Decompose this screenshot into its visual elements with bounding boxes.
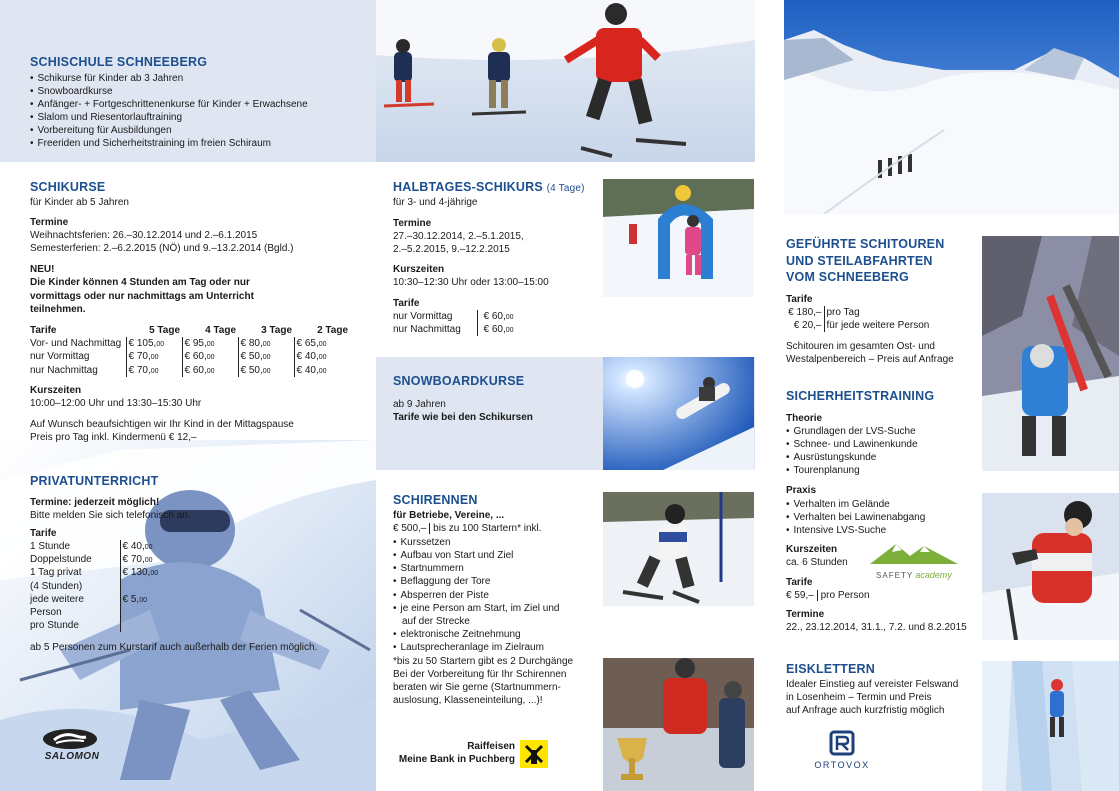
table-cell: nur Nachmittag [28,364,126,377]
cents: 00 [156,341,165,349]
price-value: € 59,– [786,589,814,601]
table-cell: jede weitere Person [28,593,120,619]
kid-racer-photo [603,492,754,606]
privat-termine: Termine: jederzeit möglich! [30,496,160,508]
list-item: • Schnee- und Lawinenkunde [786,438,986,451]
ski-climber-photo [982,236,1119,471]
list-item: • Verhalten bei Lawinenabgang [786,511,986,524]
schikurse-section [30,179,370,445]
table-cell: € 40, [296,364,319,376]
table-cell: nur Vormittag [28,350,126,363]
table-cell: € 95, [184,338,207,350]
table-row [784,306,931,319]
table-cell: € 70, [128,351,151,363]
table-row [28,350,350,363]
table-cell: € 70, [122,554,145,566]
table-header: 4 Tage [205,325,236,336]
schikurse-title: SCHIKURSE [30,180,106,194]
list-item: • Absperren der Piste [393,589,603,602]
table-cell: für jede weitere Person [826,319,930,331]
kids-arch-photo [603,179,754,297]
list-item: • Intensive LVS-Suche [786,524,986,537]
list-item: • Startnummern [393,562,603,575]
list-item: • Verhalten im Gelände [786,498,986,511]
table-cell: € 60, [483,310,506,322]
touren-title-3: VOM SCHNEEBERG [786,270,909,284]
ortovox-emblem-icon [829,730,855,756]
privat-call: Bitte melden Sie sich telefonisch an. [30,509,191,521]
climber-photo [982,493,1119,640]
cents: 00 [262,341,271,349]
list-item: • Anfänger- + Fortgeschrittenenkurse für Kinder + Erwachsene [30,98,370,111]
neu-label: NEU! [30,264,55,276]
table-cell: € 105, [128,338,157,350]
safety-academy-logo [866,538,962,584]
kurszeiten-value: 10:30–12:30 Uhr oder 13:00–15:00 [393,277,549,289]
trophy-photo [603,658,754,791]
privat-footer: ab 5 Personen zum Kurstarif auch außerhalb der Ferien möglich. [30,642,318,654]
theorie-list [786,425,986,478]
table-header: 3 Tage [261,325,292,336]
touren-title-2: UND STEILABFAHRTEN [786,253,933,268]
termine-line: 2.–5.2.2015, 9.–12.2.2015 [393,244,510,256]
school-features [30,72,370,151]
touren-title-1: GEFÜHRTE SCHITOUREN [786,237,945,251]
table-row [28,337,350,350]
touren-note-1: Schitouren im gesamten Ost- und [786,341,935,353]
lunch-price: Preis pro Tag inkl. Kindermenü € 12,– [30,432,197,444]
raiffeisen-emblem-icon [520,740,548,768]
safety-academy-wordmark [866,570,962,582]
cents: 00 [505,327,514,334]
cents: 00 [262,354,271,362]
table-cell: pro Tag [826,306,860,318]
kids-ski-lesson-photo [376,0,755,162]
table-cell: € 180,– [784,306,824,319]
cents: 00 [144,544,153,552]
termine-value: 22., 23.12.2014, 31.1., 7.2. und 8.2.2015 [786,622,967,634]
raiffeisen-wordmark: Raiffeisen [467,741,515,752]
termine-label: Termine [30,216,69,228]
list-item: • Vorbereitung für Ausbildungen [30,124,370,137]
snowboard-tarife: Tarife wie bei den Schikursen [393,411,533,423]
table-row [28,593,160,619]
cents: 00 [505,313,514,321]
raiffeisen-logo [393,740,553,766]
eis-text-2: in Losenheim – Termin und Preis [786,691,932,703]
list-item: • Beflaggung der Tore [393,575,603,588]
praxis-label: Praxis [786,485,817,497]
list-item: • Tourenplanung [786,464,986,477]
table-cell: € 50, [240,351,263,363]
salomon-logo [28,728,116,763]
table-cell: Doppelstunde [28,553,120,566]
privat-tarife-label: Tarife [30,527,57,539]
ortovox-logo [812,730,872,772]
halbtages-section [393,179,603,336]
touren-price-table [784,306,931,332]
table-cell: € 65, [296,338,319,350]
raiffeisen-slogan: Meine Bank in Puchberg [398,754,515,766]
list-item: • Ausrüstungskunde [786,451,986,464]
halbtages-subtitle: für 3- und 4-jährige [393,196,478,208]
table-cell: (4 Stunden) [28,580,120,593]
schirennen-section [393,492,603,707]
halbtages-title-suffix: (4 Tage) [546,183,585,194]
table-cell: € 60, [184,364,207,376]
snowboard-section [393,373,603,424]
kurszeiten-value: ca. 6 Stunden [786,557,848,569]
table-cell: € 60, [483,324,506,335]
tarife-label: Tarife [786,293,813,305]
halbtages-price-table [391,310,516,336]
halbtages-title [393,179,603,196]
cents: 00 [206,354,215,362]
salomon-wordmark: SALOMON [44,751,100,762]
list-item: • Kurssetzen [393,536,603,549]
school-title: SCHISCHULE SCHNEEBERG [30,55,208,69]
price-note: bis zu 100 Startern* inkl. [429,523,541,534]
theorie-label: Theorie [786,412,823,424]
kurszeiten-label: Kurszeiten [786,544,838,556]
table-row [28,580,160,593]
schikurse-subtitle: für Kinder ab 5 Jahren [30,196,129,208]
table-cell: nur Vormittag [391,310,477,323]
cents: 00 [139,596,147,604]
table-cell: € 50, [240,364,263,376]
cents: 00 [262,367,271,375]
cents: 00 [206,341,215,349]
mountain-logo-icon [866,538,962,568]
table-cell: Vor- und Nachmittag [28,337,126,350]
table-row [28,364,350,377]
sicherheit-title: SICHERHEITSTRAINING [786,389,935,403]
table-cell: pro Stunde [28,619,120,632]
list-item: • Freeriden und Sicherheitstraining im freien Schiraum [30,137,370,150]
list-item: • Snowboardkurse [30,85,370,98]
table-cell: € 40, [296,351,319,363]
eis-text-1: Idealer Einstieg auf vereister Felswand [786,678,959,690]
table-cell: € 5, [122,593,140,605]
cents: 00 [318,341,327,349]
list-item: • Lautsprecheranlage im Zielraum [393,641,603,654]
kurszeiten-label: Kurszeiten [393,264,445,276]
schirennen-list [393,536,603,655]
table-row [391,310,516,323]
schirennen-title: SCHIRENNEN [393,493,478,507]
price-label: pro Person [817,590,870,601]
cents: 00 [150,354,159,362]
table-cell: 1 Stunde [28,540,120,553]
tarife-label: Tarife [786,576,813,588]
table-header: Tarife [30,325,57,336]
safety-text: SAFETY [876,571,914,581]
ortovox-wordmark: ORTOVOX [814,760,870,771]
table-cell: € 80, [240,338,263,350]
snowboard-photo [603,357,754,470]
list-item: • je eine Person am Start, im Ziel und auf der Strecke [393,602,563,628]
privat-title: PRIVATUNTERRICHT [30,474,159,488]
table-row [28,553,160,566]
termine-line: 27.–30.12.2014, 2.–5.1.2015, [393,230,524,242]
table-cell: € 20,– [784,319,824,332]
touren-section [786,236,986,366]
schirennen-footnote: *bis zu 50 Startern gibt es 2 Durchgänge [393,655,574,667]
privat-price-table [28,540,160,632]
table-cell: nur Nachmittag [391,323,477,336]
table-header: 2 Tage [317,325,348,336]
price-value: € 500,– [393,522,427,534]
cents: 00 [206,367,215,375]
schikurse-price-table [28,324,350,377]
lunch-note: Auf Wunsch beaufsichtigen wir Ihr Kind in der Mittagspause [30,419,294,431]
termine-label: Termine [393,217,432,229]
cents: 00 [144,557,153,565]
schirennen-price [393,522,603,535]
halbtages-title-text: HALBTAGES-SCHIKURS [393,180,543,194]
table-row [28,540,160,553]
neu-text: Die Kinder können 4 Stunden am Tag oder nur vormittags oder nur nachmittags am Unterricht teilnehmen. [30,277,254,315]
list-item: • Slalom und Riesentorlauftraining [30,111,370,124]
cents: 00 [150,570,159,578]
salomon-logo-mark [42,728,98,750]
privat-section [30,473,370,655]
schirennen-note: Bei der Vorbereitung für Ihr Schirennen beraten wir Sie gerne (Startnummern-auslosung, Klasseneinteilung, ...)! [393,668,567,707]
termine-label: Termine [786,608,825,620]
list-item: • Aufbau von Start und Ziel [393,549,603,562]
eis-section [786,661,981,717]
praxis-list [786,498,986,538]
table-cell: € 60, [184,351,207,363]
table-cell: € 70, [128,364,151,376]
tarife-label: Tarife [393,297,420,309]
snowboard-title: SNOWBOARDKURSE [393,374,525,388]
cents: 00 [318,354,327,362]
snowboard-subtitle: ab 9 Jahren [393,398,446,410]
touren-note-2: Westalpenbereich – Preis auf Anfrage [786,354,954,366]
table-header: 5 Tage [149,325,180,336]
school-intro [30,54,370,151]
ice-climbing-photo [982,661,1119,791]
kurszeiten-label: Kurszeiten [30,384,82,396]
list-item: • Schikurse für Kinder ab 3 Jahren [30,72,370,85]
sicherheit-price [786,589,986,602]
academy-text: academy [915,570,952,581]
kurszeiten-value: 10:00–12:00 Uhr und 13:30–15:30 Uhr [30,397,202,409]
table-row [28,566,160,579]
termine-semester: Semesterferien: 2.–6.2.2015 (NÖ) und 9.–13.2.2014 (Bgld.) [30,243,294,255]
table-cell: 1 Tag privat [28,566,120,579]
list-item: • Grundlagen der LVS-Suche [786,425,986,438]
schirennen-subtitle: für Betriebe, Vereine, ... [393,509,505,521]
termine-weihnachten: Weihnachtsferien: 26.–30.12.2014 und 2.–6.1.2015 [30,229,258,241]
table-cell: € 40, [122,541,145,553]
sicherheit-section [786,388,986,634]
table-row [391,323,516,336]
table-cell: € 130, [122,567,151,579]
cents: 00 [318,367,327,375]
cents: 00 [150,367,159,375]
list-item: • elektronische Zeitnehmung [393,628,603,641]
eis-title: EISKLETTERN [786,662,876,676]
table-row [28,619,160,632]
table-row [784,319,931,332]
eis-text-3: auf Anfrage auch kurzfristig möglich [786,704,945,716]
mountain-tour-photo [784,0,1119,214]
